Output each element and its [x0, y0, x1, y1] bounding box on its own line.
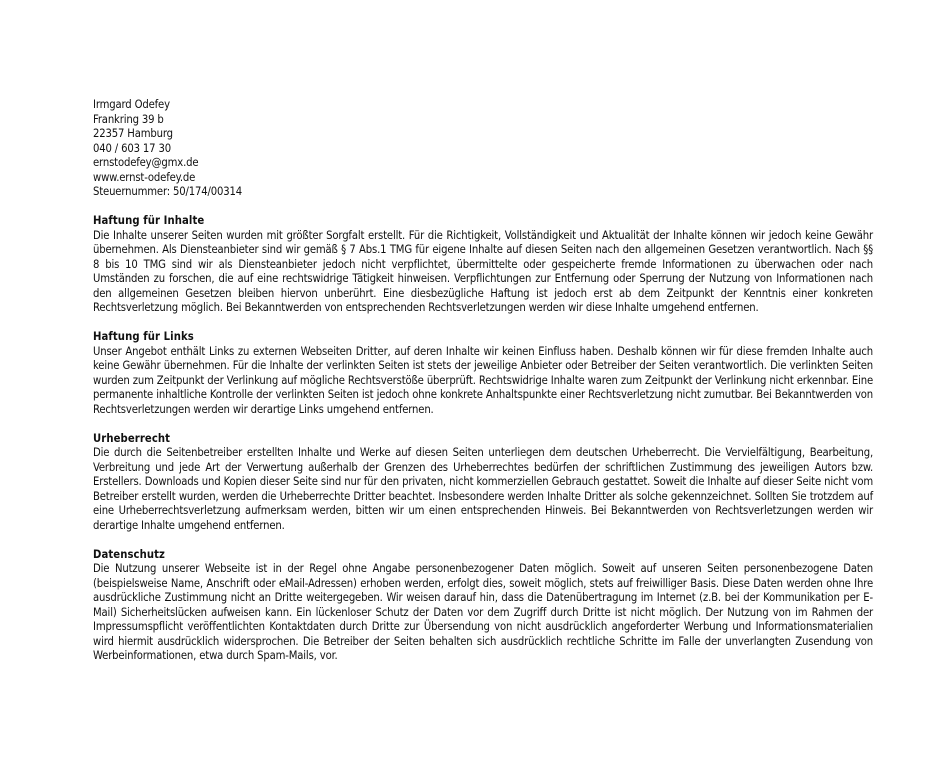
section-copyright [93, 432, 873, 534]
section-privacy [93, 548, 873, 664]
address-phone: 040 / 603 17 30 [93, 141, 171, 155]
section-title: Haftung für Inhalte [93, 214, 205, 227]
section-body: Die Nutzung unserer Webseite ist in der Regel ohne Angabe personenbezogener Daten möglich. Soweit auf unseren Seiten personenbezogene Daten (beispielsweise Name, Anschrift oder eMail-Adressen) erhoben werden, erfolgt dies, soweit möglich, stets auf freiwilliger Basis. Diese Daten werden ohne Ihre ausdrückliche Zustimmung nicht an Dritte weitergegeben. Wir weisen darauf hin, dass die Datenübertragung im Internet (z.B. bei der Kommunikation per E-Mail) Sicherheitslücken aufweisen kann. Ein lückenloser Schutz der Daten vor dem Zugriff durch Dritte ist nicht möglich. Der Nutzung von im Rahmen der Impressumspflicht veröffentlichten Kontaktdaten durch Dritte zur Übersendung von nicht ausdrücklich angeforderter Werbung und Informationsmaterialien wird hiermit ausdrücklich widersprochen. Die Betreiber der Seiten behalten sich ausdrücklich rechtliche Schritte im Falle der unverlangten Zusendung von Werbeinformationen, etwa durch Spam-Mails, vor. [93, 562, 873, 662]
imprint-page [93, 98, 873, 664]
section-body: Die Inhalte unserer Seiten wurden mit größter Sorgfalt erstellt. Für die Richtigkeit, Vollständigkeit und Aktualität der Inhalte können wir jedoch keine Gewähr übernehmen. Als Diensteanbieter sind wir gemäß § 7 Abs.1 TMG für eigene Inhalte auf diesen Seiten nach den allgemeinen Gesetzen verantwortlich. Nach §§ 8 bis 10 TMG sind wir als Diensteanbieter jedoch nicht verpflichtet, übermittelte oder gespeicherte fremde Informationen zu überwachen oder nach Umständen zu forschen, die auf eine rechtswidrige Tätigkeit hinweisen. Verpflichtungen zur Entfernung oder Sperrung der Nutzung von Informationen nach den allgemeinen Gesetzen bleiben hiervon unberührt. Eine diesbezügliche Haftung ist jedoch erst ab dem Zeitpunkt der Kenntnis einer konkreten Rechtsverletzung möglich. Bei Bekanntwerden von entsprechenden Rechtsverletzungen werden wir diese Inhalte umgehend entfernen. [93, 228, 873, 314]
section-title: Urheberrecht [93, 431, 171, 445]
address-website: www.ernst-odefey.de [93, 170, 196, 184]
address-name: Irmgard Odefey [93, 98, 170, 111]
address-block [93, 98, 873, 200]
section-liability-content [93, 214, 873, 316]
address-city: 22357 Hamburg [93, 127, 173, 140]
section-liability-links [93, 330, 873, 417]
address-tax-number: Steuernummer: 50/174/00314 [93, 185, 243, 198]
section-title: Datenschutz [93, 547, 166, 561]
section-title: Haftung für Links [93, 330, 194, 343]
address-email: ernstodefey@gmx.de [93, 156, 199, 169]
address-street: Frankring 39 b [93, 112, 164, 126]
section-body: Unser Angebot enthält Links zu externen Webseiten Dritter, auf deren Inhalte wir keinen Einfluss haben. Deshalb können wir für diese fremden Inhalte auch keine Gewähr übernehmen. Für die Inhalte der verlinkten Seiten ist stets der jeweilige Anbieter oder Betreiber der Seiten verantwortlich. Die verlinkten Seiten wurden zum Zeitpunkt der Verlinkung auf mögliche Rechtsverstöße überprüft. Rechtswidrige Inhalte waren zum Zeitpunkt der Verlinkung nicht erkennbar. Eine permanente inhaltliche Kontrolle der verlinkten Seiten ist jedoch ohne konkrete Anhaltspunkte einer Rechtsverletzung nicht zumutbar. Bei Bekanntwerden von Rechtsverletzungen werden wir derartige Links umgehend entfernen. [93, 344, 873, 416]
section-body: Die durch die Seitenbetreiber erstellten Inhalte und Werke auf diesen Seiten unterliegen dem deutschen Urheberrecht. Die Vervielfältigung, Bearbeitung, Verbreitung und jede Art der Verwertung außerhalb der Grenzen des Urheberrechtes bedürfen der schriftlichen Zustimmung des jeweiligen Autors bzw. Erstellers. Downloads und Kopien dieser Seite sind nur für den privaten, nicht kommerziellen Gebrauch gestattet. Soweit die Inhalte auf dieser Seite nicht vom Betreiber erstellt wurden, werden die Urheberrechte Dritter beachtet. Insbesondere werden Inhalte Dritter als solche gekennzeichnet. Sollten Sie trotzdem auf eine Urheberrechtsverletzung aufmerksam werden, bitten wir um einen entsprechenden Hinweis. Bei Bekanntwerden von Rechtsverletzungen werden wir derartige Inhalte umgehend entfernen. [93, 446, 873, 532]
